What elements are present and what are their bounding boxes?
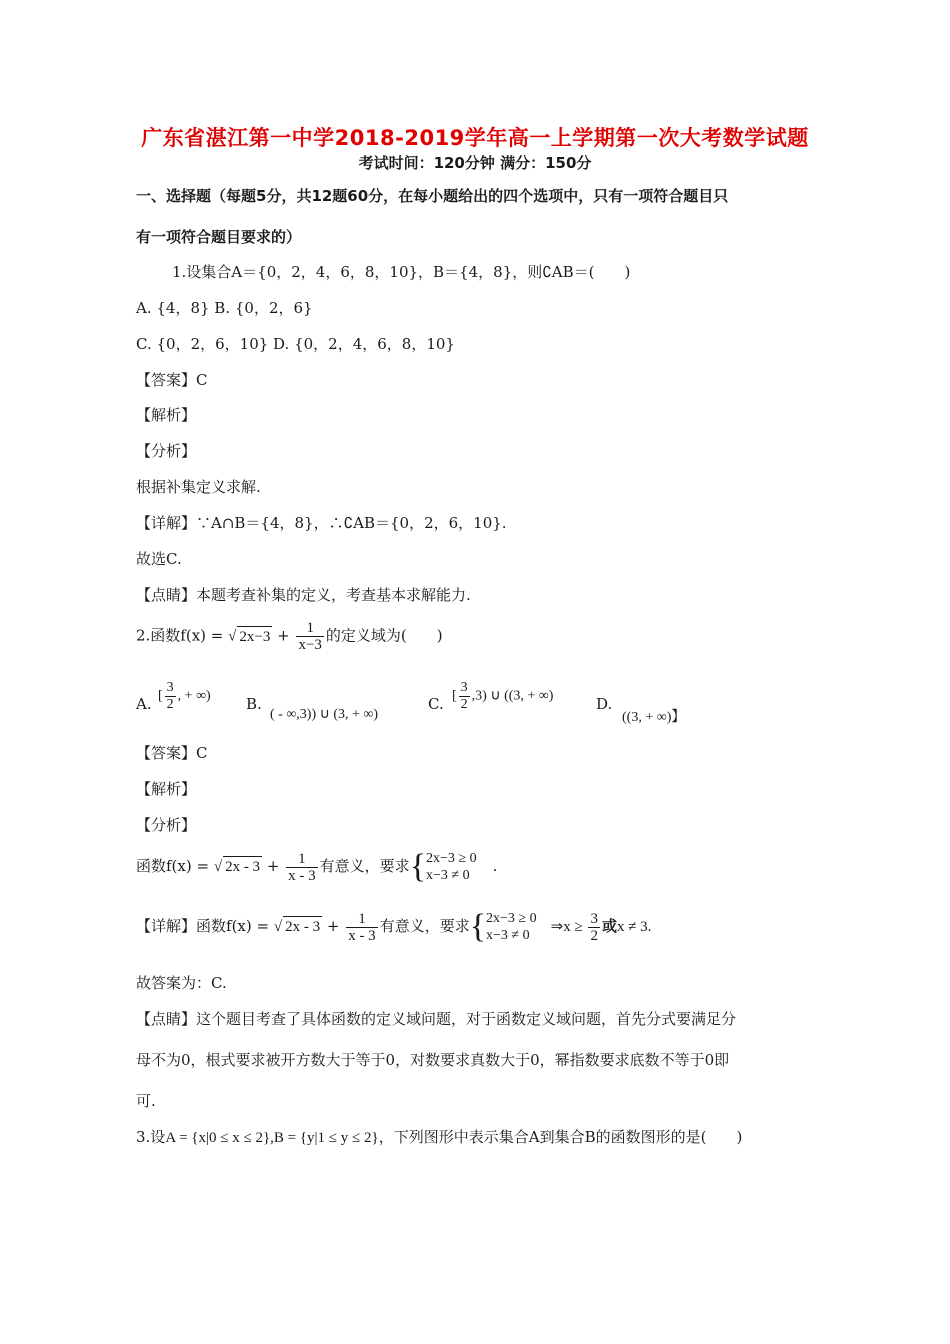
q2-stem-fraction <box>296 620 323 653</box>
q2-xiangjie-formula: 【详解】函数f(x) = √ 2x - 3 + $\frac{1}{x - 3}$ 有意义，要求{ 2x−3 ≥ 0 x−3 ≠ 0 ⇒x ≥ $\frac{3}{2}$ 或x ≠ 3. <box>136 908 652 945</box>
q2-fenxi-sys1: 2x−3 ≥ 0 <box>426 851 477 866</box>
q2-xiangjie-brace: { <box>469 908 487 945</box>
q2-xiangjie-sqrt: 2x - 3 <box>283 916 322 937</box>
q2-dianjing-line1: 【点睛】这个题目考查了具体函数的定义域问题，对于函数定义域问题，首先分式要满足分 <box>136 1010 737 1028</box>
q2-optD: ((3, + ∞)】 <box>622 710 686 725</box>
q2-stem-suffix: 的定义域为( ) <box>325 626 443 645</box>
q2-fenxi-end: . <box>492 857 498 875</box>
q2-dianjing-line2: 母不为0，根式要求被开方数大于等于0，对数要求真数大于0，幂指数要求底数不等于0即 <box>136 1051 730 1069</box>
q2-fenxi-sqrt: 2x - 3 <box>223 856 262 877</box>
q2-optC-label: C. <box>428 695 444 713</box>
q2-fenxi-system <box>426 850 477 884</box>
q2-stem: 2.函数f(x) = √ 2x−3 + $\frac{1}{x-3}$ 的定义域为( ) <box>136 620 443 653</box>
q2-stem-sqrt: 2x−3 <box>237 626 272 647</box>
q2-optC-tail: ,3) ∪ ((3, + ∞) <box>471 688 554 704</box>
q1-xiangjie: 【详解】∵A∩B＝{4，8}，∴∁AB＝{0，2，6，10}. <box>136 514 507 532</box>
q2-xiangjie-arrow: ⇒x ≥ <box>550 919 587 935</box>
q2-fenxi-mid: 有意义，要求 <box>319 857 410 875</box>
q2-xiangjie-prefix: 函数f(x) = <box>196 917 274 935</box>
q2-optC-den: 2 <box>460 697 468 712</box>
q1-fenxi-text: 根据补集定义求解. <box>136 478 261 496</box>
q2-stem-num: 1 <box>296 620 323 637</box>
q2-xiangjie-end: x ≠ 3. <box>616 919 652 935</box>
q2-xiangjie-result-fraction <box>588 911 600 944</box>
q2-optA-label: A. <box>136 695 152 713</box>
q2-xiangjie-sys2: x−3 ≠ 0 <box>486 928 530 943</box>
q2-fenxi-plus: + <box>262 857 285 875</box>
q2-optB: ( - ∞,3)) ∪ (3, + ∞) <box>270 707 379 722</box>
q2-optC-bracket: [ <box>452 688 457 704</box>
q1-dianjing: 【点睛】本题考查补集的定义，考查基本求解能力. <box>136 586 471 604</box>
q1-jiexi-label: 【解析】 <box>136 406 197 424</box>
q2-fenxi-prefix: 函数f(x) = <box>136 857 214 875</box>
q2-xiangjie-label: 【详解】 <box>136 917 197 935</box>
q1-stem: 1.设集合A＝{0，2，4，6，8，10}，B＝{4，8}，则∁AB＝( ) <box>172 263 631 281</box>
q2-fenxi-brace: { <box>409 848 427 885</box>
section-heading-line1: 一、选择题（每题5分，共12题60分，在每小题给出的四个选项中，只有一项符合题目只 <box>136 187 729 205</box>
q2-xiangjie-fden: 2 <box>590 927 598 944</box>
q2-optA <box>158 680 211 713</box>
exam-subtitle: 考试时间：120分钟 满分：150分 <box>358 154 592 172</box>
exam-title: 广东省湛江第一中学2018-2019学年高一上学期第一次大考数学试题 <box>141 126 809 150</box>
section-heading-line2: 有一项符合题目要求的） <box>136 228 302 246</box>
q1-options-ab: A. {4，8} B. {0，2，6} <box>136 299 313 317</box>
q2-fenxi-den: x - 3 <box>288 867 316 884</box>
q1-options-cd: C. {0，2，6，10} D. {0，2，4，6，8，10} <box>136 335 455 353</box>
q1-answer: 【答案】C <box>136 371 208 389</box>
q1-fenxi-label: 【分析】 <box>136 442 197 460</box>
q2-optA-tail: , + ∞) <box>177 688 211 704</box>
q1-conclusion: 故选C. <box>136 550 182 568</box>
q3-sets: A = {x|0 ≤ x ≤ 2},B = {y|1 ≤ y ≤ 2} <box>165 1130 379 1146</box>
q2-fenxi-label: 【分析】 <box>136 816 197 834</box>
q3-suffix: ，下列图形中表示集合A到集合B的函数图形的是( ) <box>378 1128 743 1146</box>
q2-xiangjie-sys1: 2x−3 ≥ 0 <box>486 911 537 926</box>
q2-optD-label: D. <box>596 695 613 713</box>
q2-stem-den: x−3 <box>298 637 322 653</box>
q2-jiexi-label: 【解析】 <box>136 780 197 798</box>
q2-xiangjie-plus: + <box>322 917 345 935</box>
q2-conclusion: 故答案为：C. <box>136 974 227 992</box>
q2-optC <box>452 680 553 713</box>
q2-fenxi-formula: 函数f(x) = √ 2x - 3 + $\frac{1}{x - 3}$ 有意义，要求{ 2x−3 ≥ 0 x−3 ≠ 0 . <box>136 848 498 885</box>
q2-dianjing-line3: 可. <box>136 1092 156 1110</box>
q2-xiangjie-mid: 有意义，要求 <box>379 917 470 935</box>
q2-optA-den: 2 <box>166 697 174 712</box>
q2-optB-label: B. <box>246 695 262 713</box>
q2-xiangjie-fraction <box>346 911 378 944</box>
q2-stem-plus: + <box>272 626 295 645</box>
q2-xiangjie-den: x - 3 <box>348 927 376 944</box>
q2-xiangjie-num: 1 <box>346 911 378 928</box>
q2-optA-num: 3 <box>166 680 174 695</box>
q2-optC-num: 3 <box>460 680 468 695</box>
q2-xiangjie-or: 或 <box>601 917 617 935</box>
q2-fenxi-fraction <box>286 851 318 884</box>
q2-optC-fraction <box>459 680 470 713</box>
q2-fenxi-sys2: x−3 ≠ 0 <box>426 868 470 883</box>
q3-stem <box>136 1127 742 1148</box>
q2-stem-prefix: 2.函数f(x) = <box>136 626 229 645</box>
q2-xiangjie-fnum: 3 <box>590 910 598 927</box>
q2-optA-bracket: [ <box>158 688 163 704</box>
q2-xiangjie-system <box>486 910 537 944</box>
q2-optA-fraction <box>165 680 176 713</box>
q2-fenxi-num: 1 <box>286 851 318 868</box>
q2-answer: 【答案】C <box>136 744 208 762</box>
q3-prefix: 3.设 <box>136 1128 166 1146</box>
